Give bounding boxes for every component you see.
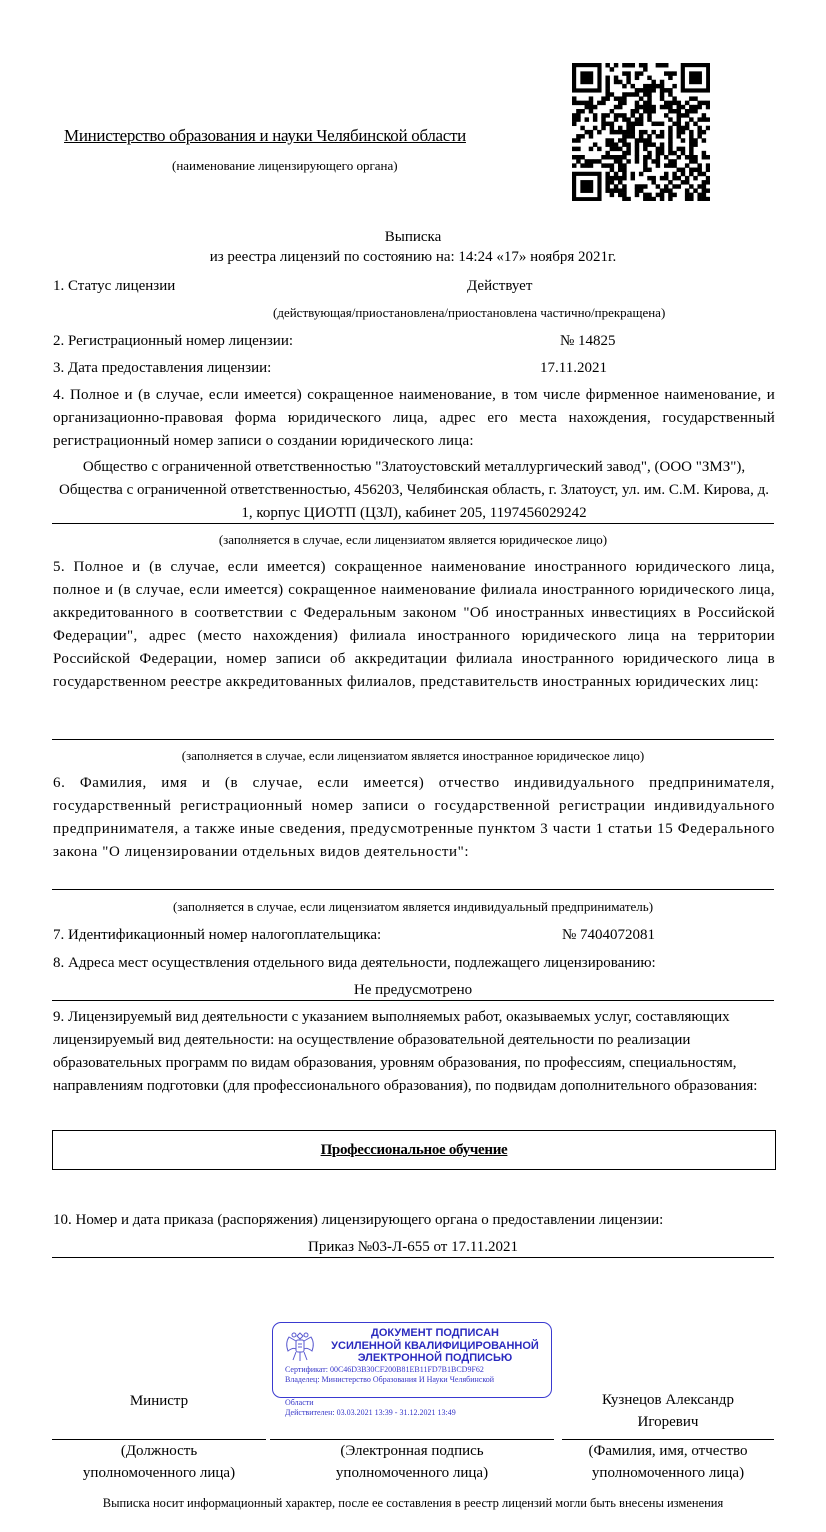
sig-caption-name-line2: уполномоченного лица) [591,1465,745,1481]
stamp-line3: ЭЛЕКТРОННОЙ ПОДПИСЬЮ [357,1352,513,1364]
electronic-signature-stamp [272,1322,552,1398]
item4-rule [52,523,774,524]
sig-caption-name [562,1440,774,1484]
sig-caption-position-line1: (Должность [120,1443,198,1459]
item7-label: 7. Идентификационный номер налогоплательщика: [53,927,382,943]
sig-caption-signature [270,1440,554,1484]
authority-caption: (наименование лицензирующего органа) [172,158,398,173]
sig-caption-signature-line2: уполномоченного лица) [335,1465,489,1481]
stamp-owner: Владелец: Министерство Образования И Науки Челябинской [285,1375,495,1384]
stamp-line2: УСИЛЕННОЙ КВАЛИФИЦИРОВАННОЙ [331,1339,539,1352]
stamp-line1: ДОКУМЕНТ ПОДПИСАН [371,1327,499,1339]
sig-caption-name-line1: (Фамилия, имя, отчество [588,1443,748,1459]
qr-code-icon [572,63,710,201]
sig-caption-signature-line1: (Электронная подпись [340,1443,484,1459]
item8-rule [52,1000,774,1001]
item8-label: 8. Адреса мест осуществления отдельного вида деятельности, подлежащего лицензированию: [53,955,656,971]
stamp-heading [319,1327,551,1365]
item5-rule [52,739,774,740]
signatory-name-line2: Игоревич [637,1414,699,1430]
state-emblem-icon [281,1327,319,1365]
item10-label: 10. Номер и дата приказа (распоряжения) лицензирующего органа о предоставлении лицензии: [53,1212,664,1228]
item2-label: 2. Регистрационный номер лицензии: [53,333,294,349]
stamp-validity: Действителен: 03.03.2021 13:39 - 31.12.2021 13:49 [285,1408,456,1417]
item4-value: Общество с ограниченной ответственностью "Златоустовский металлургический завод", (ООО "ЗМЗ"), Общества с ограниченной ответственностью, 456203, Челябинская область, г. Златоуст, ул. им. С.М. Кирова, д. 1, корпус ЦИОТП (ЦЗЛ), кабинет 205, 1197456029242 [59,459,769,521]
sig-caption-position [52,1440,266,1484]
item10-value: Приказ №03-Л-655 от 17.11.2021 [307,1239,519,1255]
item4-label: 4. Полное и (в случае, если имеется) сокращенное наименование, в том числе фирменное наименование, и организационно-правовая форма юридического лица, адрес его места нахождения, государственный регистрационный номер записи о создании юридического лица: [53,387,775,449]
item7-value: № 7404072081 [562,927,656,943]
item6-label: 6. Фамилия, имя и (в случае, если имеется) отчество индивидуального предпринимателя, государственный регистрационный номер записи о государственной регистрации индивидуального предпринимателя, а также иные сведения, предусмотренные пунктом 3 части 1 статьи 15 Федерального закона "О лицензировании отдельных видов деятельности": [53,775,775,860]
item1-caption: (действующая/приостановлена/приостановлена частично/прекращена) [273,305,666,320]
item6-rule [52,889,774,890]
footer-note: Выписка носит информационный характер, после ее составления в реестр лицензий могли быть внесены изменения [102,1496,724,1510]
document-title: Выписка [384,229,442,245]
stamp-owner-continued: Области [285,1398,314,1407]
item3-label: 3. Дата предоставления лицензии: [53,360,272,376]
item2-value: № 14825 [560,333,616,349]
item5-label: 5. Полное и (в случае, если имеется) сокращенное наименование иностранного юридического лица, полное и (в случае, если имеется) сокращенное наименование филиала иностранного юридического лица, аккредитованного в соответствии с Федеральным законом "Об иностранных инвестициях в Российской Федерации", адрес (место нахождения) филиала иностранного юридического лица на территории Российской Федерации, номер записи об аккредитации филиала иностранного юридического лица в государственном реестре аккредитованных филиалов, представительств иностранных юридических лиц: [53,559,775,690]
item9-value-box [52,1130,776,1170]
item3-value: 17.11.2021 [540,360,607,376]
authority-name: Министерство образования и науки Челябинской области [64,126,466,145]
item1-value: Действует [467,278,533,294]
item6-caption: (заполняется в случае, если лицензиатом является индивидуальный предприниматель) [172,899,654,914]
signatory-position: Министр [129,1393,189,1409]
signatory-name [562,1389,774,1433]
item8-value: Не предусмотрено [353,982,473,998]
item9-label: 9. Лицензируемый вид деятельности с указанием выполняемых работ, оказываемых услуг, составляющих лицензируемый вид деятельности: на осуществление образовательной деятельности по реализации образовательных программ по видам образования, уровням образования, по профессиям, специальностям, направлениям подготовки (для профессионального образования), по подвидам дополнительного образования: [53,1009,758,1094]
item1-label: 1. Статус лицензии [53,278,176,294]
document-subtitle: из реестра лицензий по состоянию на: 14:24 «17» ноября 2021г. [209,249,617,265]
signatory-name-line1: Кузнецов Александр [602,1392,734,1408]
item9-value: Профессиональное обучение [320,1142,508,1158]
item5-caption: (заполняется в случае, если лицензиатом является иностранное юридическое лицо) [181,748,645,763]
sig-caption-position-line2: уполномоченного лица) [82,1465,236,1481]
item10-rule [52,1257,774,1258]
stamp-certificate: Сертификат: 00C46D3B30CF200B81EB11FD7B1BCD9F62 [285,1365,484,1374]
item4-caption: (заполняется в случае, если лицензиатом является юридическое лицо) [218,532,608,547]
